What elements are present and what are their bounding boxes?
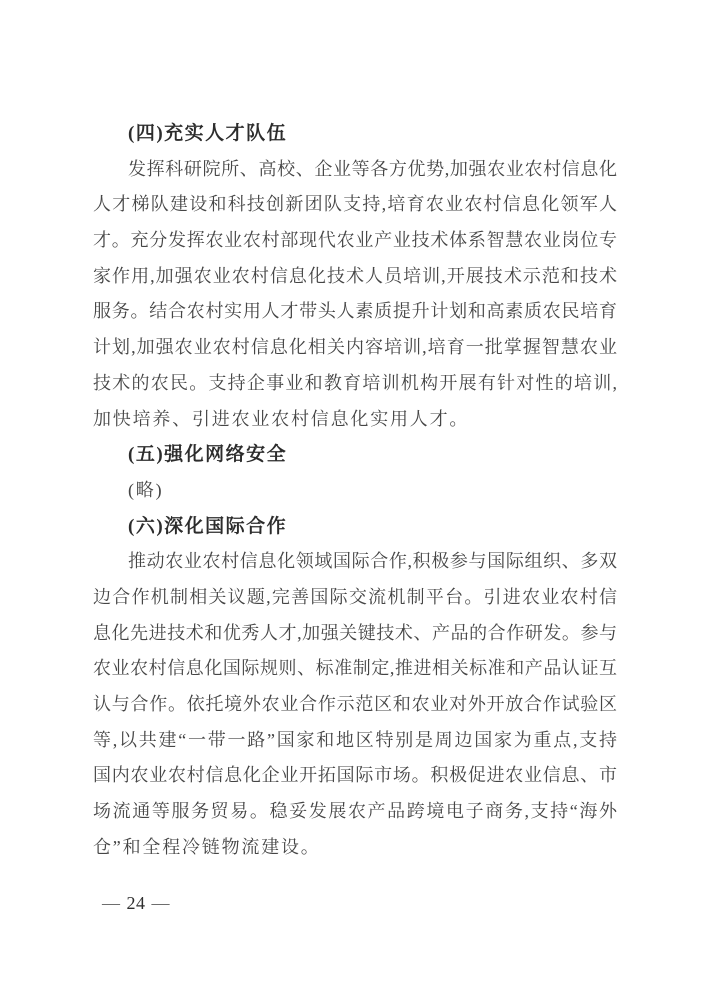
section-6-paragraph-line: 等,以共建“一带一路”国家和地区特别是周边国家为重点,支持 [93,729,617,750]
section-6-paragraph-line: 推动农业农村信息化领域国际合作,积极参与国际组织、多双 [128,551,617,572]
footer-dash-left: — [102,893,121,913]
section-4-heading: (四)充实人才队伍 [128,123,288,144]
section-6-paragraph-line: 边合作机制相关议题,完善国际交流机制平台。引进农业农村信 [93,586,617,607]
section-4-paragraph-line: 计划,加强农业农村信息化相关内容培训,培育一批掌握智慧农业 [93,337,617,358]
section-4-paragraph-line: 家作用,加强农业农村信息化技术人员培训,开展技术示范和技术 [93,265,617,286]
section-4-paragraph-line: 发挥科研院所、高校、企业等各方优势,加强农业农村信息化 [128,158,617,179]
section-4-paragraph-line: 人才梯队建设和科技创新团队支持,培育农业农村信息化领军人 [93,194,617,215]
section-6-heading: (六)深化国际合作 [128,515,288,537]
section-4-paragraph-line: 加快培养、引进农业农村信息化实用人才。 [93,408,470,429]
page-content [93,116,617,865]
page-number: 24 [126,893,146,913]
section-6-paragraph-line: 国内农业农村信息化企业开拓国际市场。积极促进农业信息、市 [93,765,617,786]
page-footer [96,893,176,914]
section-5-heading: (五)强化网络安全 [128,444,288,466]
section-6-paragraph-line: 息化先进技术和优秀人才,加强关键技术、产品的合作研发。参与 [93,622,617,643]
section-5-omitted-note: (略) [128,479,164,500]
section-6-paragraph-line: 农业农村信息化国际规则、标准制定,推进相关标准和产品认证互 [93,658,617,679]
footer-dash-right: — [151,893,170,913]
section-4-paragraph-line: 技术的农民。支持企事业和教育培训机构开展有针对性的培训, [93,372,617,393]
section-6-paragraph-line: 仓”和全程冷链物流建设。 [93,836,321,857]
section-4-paragraph-line: 服务。结合农村实用人才带头人素质提升计划和高素质农民培育 [93,301,617,322]
section-6-paragraph-line: 场流通等服务贸易。稳妥发展农产品跨境电子商务,支持“海外 [93,801,617,822]
section-6-paragraph-line: 认与合作。依托境外农业合作示范区和农业对外开放合作试验区 [93,694,617,714]
section-4-paragraph-line: 才。充分发挥农业农村部现代农业产业技术体系智慧农业岗位专 [93,230,617,251]
